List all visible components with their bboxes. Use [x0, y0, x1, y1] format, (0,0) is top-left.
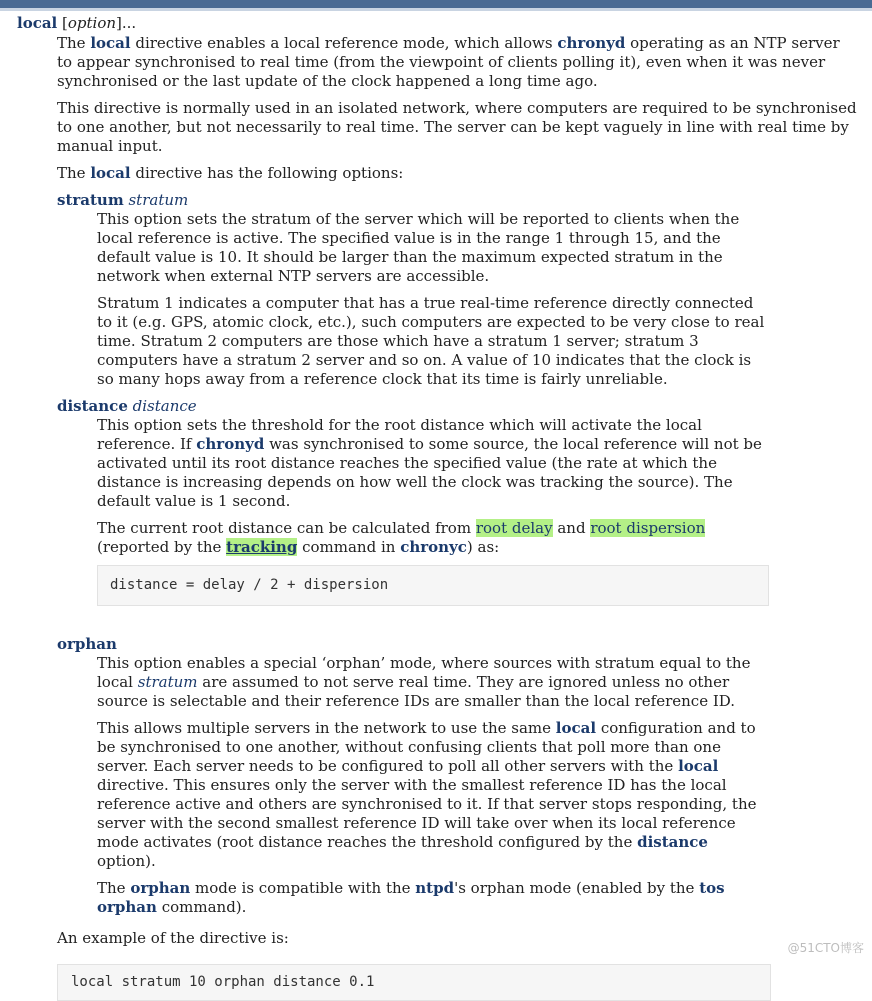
option-distance-term: distance distance — [57, 397, 197, 415]
distance-formula-code: distance = delay / 2 + dispersion — [97, 565, 769, 606]
option-distance-description — [97, 416, 767, 557]
orphan-paragraph-2: This allows multiple servers in the network to use the same local configuration and to be synchronised to one another, without confusing clients that poll more than one server. Each server needs to be configured to poll all other servers with the local directive. This ensures only the server with the smallest reference ID has the local reference active and others are synchronised to it. If that server stops responding, the server with the second smallest reference ID will take over when its local reference mode activates (root distance reaches the threshold configured by the distance option). — [97, 719, 757, 870]
option-orphan-description — [97, 654, 767, 917]
tracking-link[interactable]: tracking — [226, 538, 298, 556]
root-delay-highlight: root delay — [475, 519, 553, 537]
intro-paragraph-3: The local directive has the following options: — [57, 164, 404, 182]
directive-heading: local [option]... — [17, 14, 137, 32]
chronyc-link[interactable]: chronyc — [400, 538, 467, 556]
watermark: @51CTO博客 — [787, 941, 864, 955]
stratum-paragraph-2: Stratum 1 indicates a computer that has a true real-time reference directly connected to it (e.g. GPS, atomic clock, etc.), such computers are expected to be very close to real time. Stratum 2 computers are those which have a stratum 1 server; stratum 3 computers have a stratum 2 server and so on. A value of 10 indicates that the clock is so many hops away from a reference clock that its time is fairly unreliable. — [97, 294, 765, 388]
orphan-paragraph-1: This option enables a special ‘orphan’ mode, where sources with stratum equal to the local stratum are assumed to not serve real time. They are ignored unless no other source is selectable and their reference IDs are smaller than the local reference ID. — [97, 654, 751, 710]
example-code: local stratum 10 orphan distance 0.1 — [57, 964, 771, 1001]
intro-paragraph-2: This directive is normally used in an isolated network, where computers are required to be synchronised to one another, but not necessarily to real time. The server can be kept vaguely in line with real time by manual input. — [57, 99, 857, 155]
chronyd-link[interactable]: chronyd — [196, 435, 265, 453]
directive-keyword: local — [17, 14, 58, 32]
distance-paragraph-2: The current root distance can be calculated from root delay and root dispersion (reported by the tracking command in chronyc) as: — [97, 519, 706, 556]
stratum-paragraph-1: This option sets the stratum of the server which will be reported to clients when the local reference is active. The specified value is in the range 1 through 15, and the default value is 10. It should be larger than the maximum expected stratum in the network when external NTP servers are accessible. — [97, 210, 740, 285]
example-intro: An example of the directive is: — [57, 929, 289, 947]
distance-paragraph-1: This option sets the threshold for the root distance which will activate the local reference. If chronyd was synchronised to some source, the local reference will not be activated until its root distance reaches the specified value (the rate at which the distance is increasing depends on how well the clock was tracking the source). The default value is 1 second. — [97, 416, 762, 510]
directive-description — [57, 34, 857, 183]
directive-option-placeholder: option — [67, 14, 117, 32]
option-stratum-description — [97, 210, 767, 389]
top-bar — [0, 0, 872, 8]
intro-paragraph-1: The local directive enables a local reference mode, which allows chronyd operating as an NTP server to appear synchronised to real time (from the viewpoint of clients polling it), even when it was never synchronised or the last update of the clock happened a long time ago. — [57, 34, 840, 90]
ntpd-link[interactable]: ntpd — [415, 879, 455, 897]
document-body — [17, 14, 857, 1001]
option-stratum-term: stratum stratum — [57, 191, 189, 209]
orphan-paragraph-3: The orphan mode is compatible with the ntpd's orphan mode (enabled by the tos orphan command). — [97, 879, 725, 916]
option-orphan-term: orphan — [57, 635, 117, 653]
root-dispersion-highlight: root dispersion — [590, 519, 706, 537]
